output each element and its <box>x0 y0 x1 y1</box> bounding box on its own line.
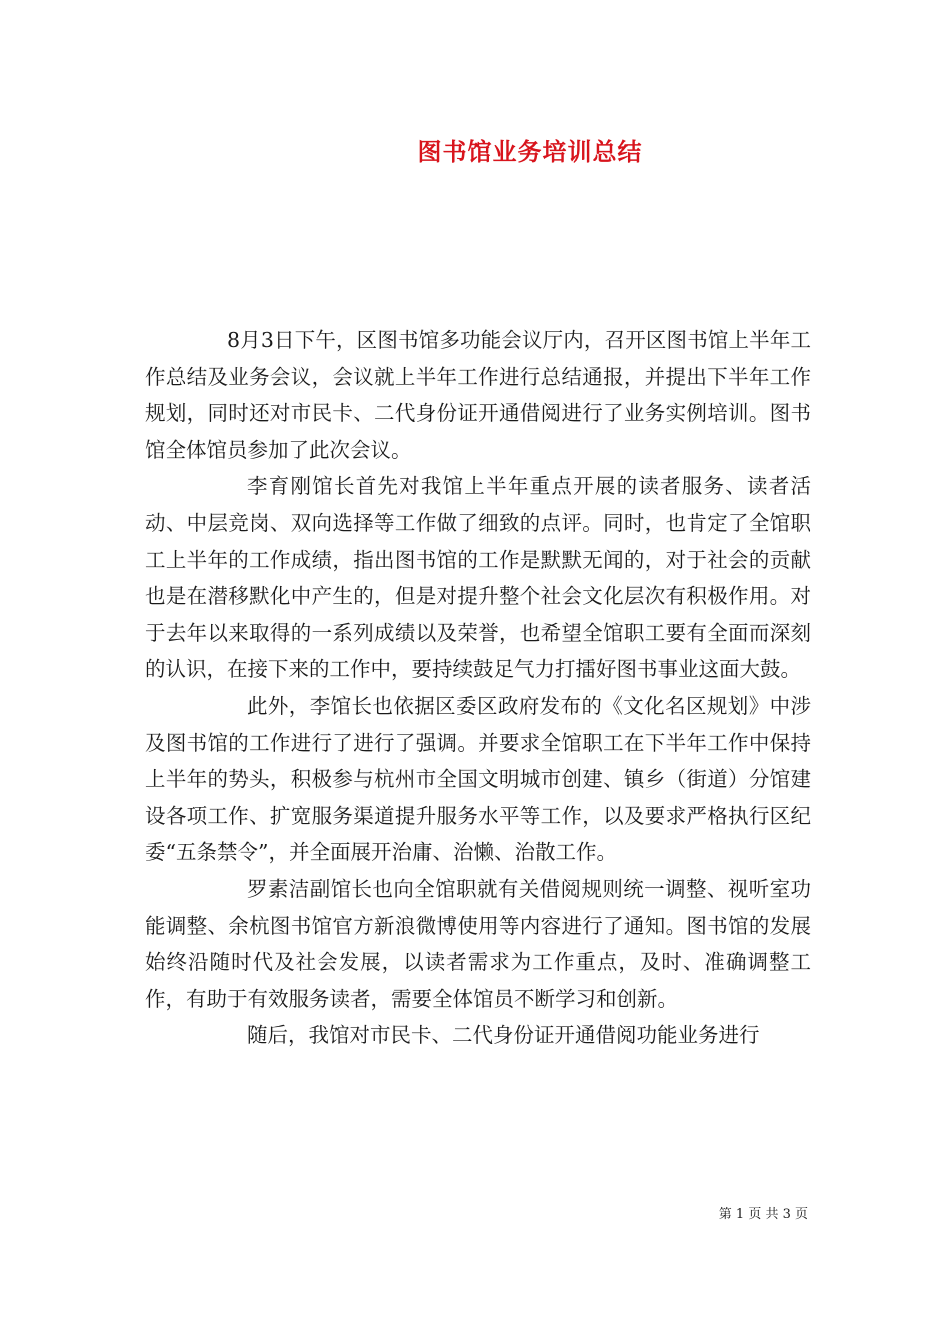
paragraph-5: 随后，我馆对市民卡、二代身份证开通借阅功能业务进行 <box>247 1023 760 1048</box>
paragraph-2: 李育刚馆长首先对我馆上半年重点开展的读者服务、读者活动、中层竞岗、双向选择等工作做了细致的点评。同时，也肯定了全馆职工上半年的工作成绩，指出图书馆的工作是默默无闻的，对于社会的贡献也是在潜移默化中产生的，但是对提升整个社会文化层次有积极作用。对于去年以来取得的一系列成绩以及荣誉，也希望全馆职工要有全面而深刻的认识，在接下来的工作中，要持续鼓足气力打擂好图书事业这面大鼓。 <box>145 474 811 682</box>
paragraph-1: 8月3日下午，区图书馆多功能会议厅内，召开区图书馆上半年工作总结及业务会议，会议就上半年工作进行总结通报，并提出下半年工作规划，同时还对市民卡、二代身份证开通借阅进行了业务实例培训。图书馆全体馆员参加了此次会议。 <box>145 328 811 462</box>
paragraph-3: 此外，李馆长也依据区委区政府发布的《文化名区规划》中涉及图书馆的工作进行了进行了强调。并要求全馆职工在下半年工作中保持上半年的势头，积极参与杭州市全国文明城市创建、镇乡（街道）分馆建设各项工作、扩宽服务渠道提升服务水平等工作，以及要求严格执行区纪委“五条禁令”，并全面展开治庸、治懒、治散工作。 <box>145 693 811 865</box>
document-body <box>145 322 811 1054</box>
page-number: 第 1 页 共 3 页 <box>718 1207 808 1222</box>
paragraph-4: 罗素洁副馆长也向全馆职就有关借阅规则统一调整、视听室功能调整、余杭图书馆官方新浪微博使用等内容进行了通知。图书馆的发展始终沿随时代及社会发展，以读者需求为工作重点，及时、准确调整工作，有助于有效服务读者，需要全体馆员不断学习和创新。 <box>145 876 811 1011</box>
document-title: 图书馆业务培训总结 <box>417 138 643 166</box>
